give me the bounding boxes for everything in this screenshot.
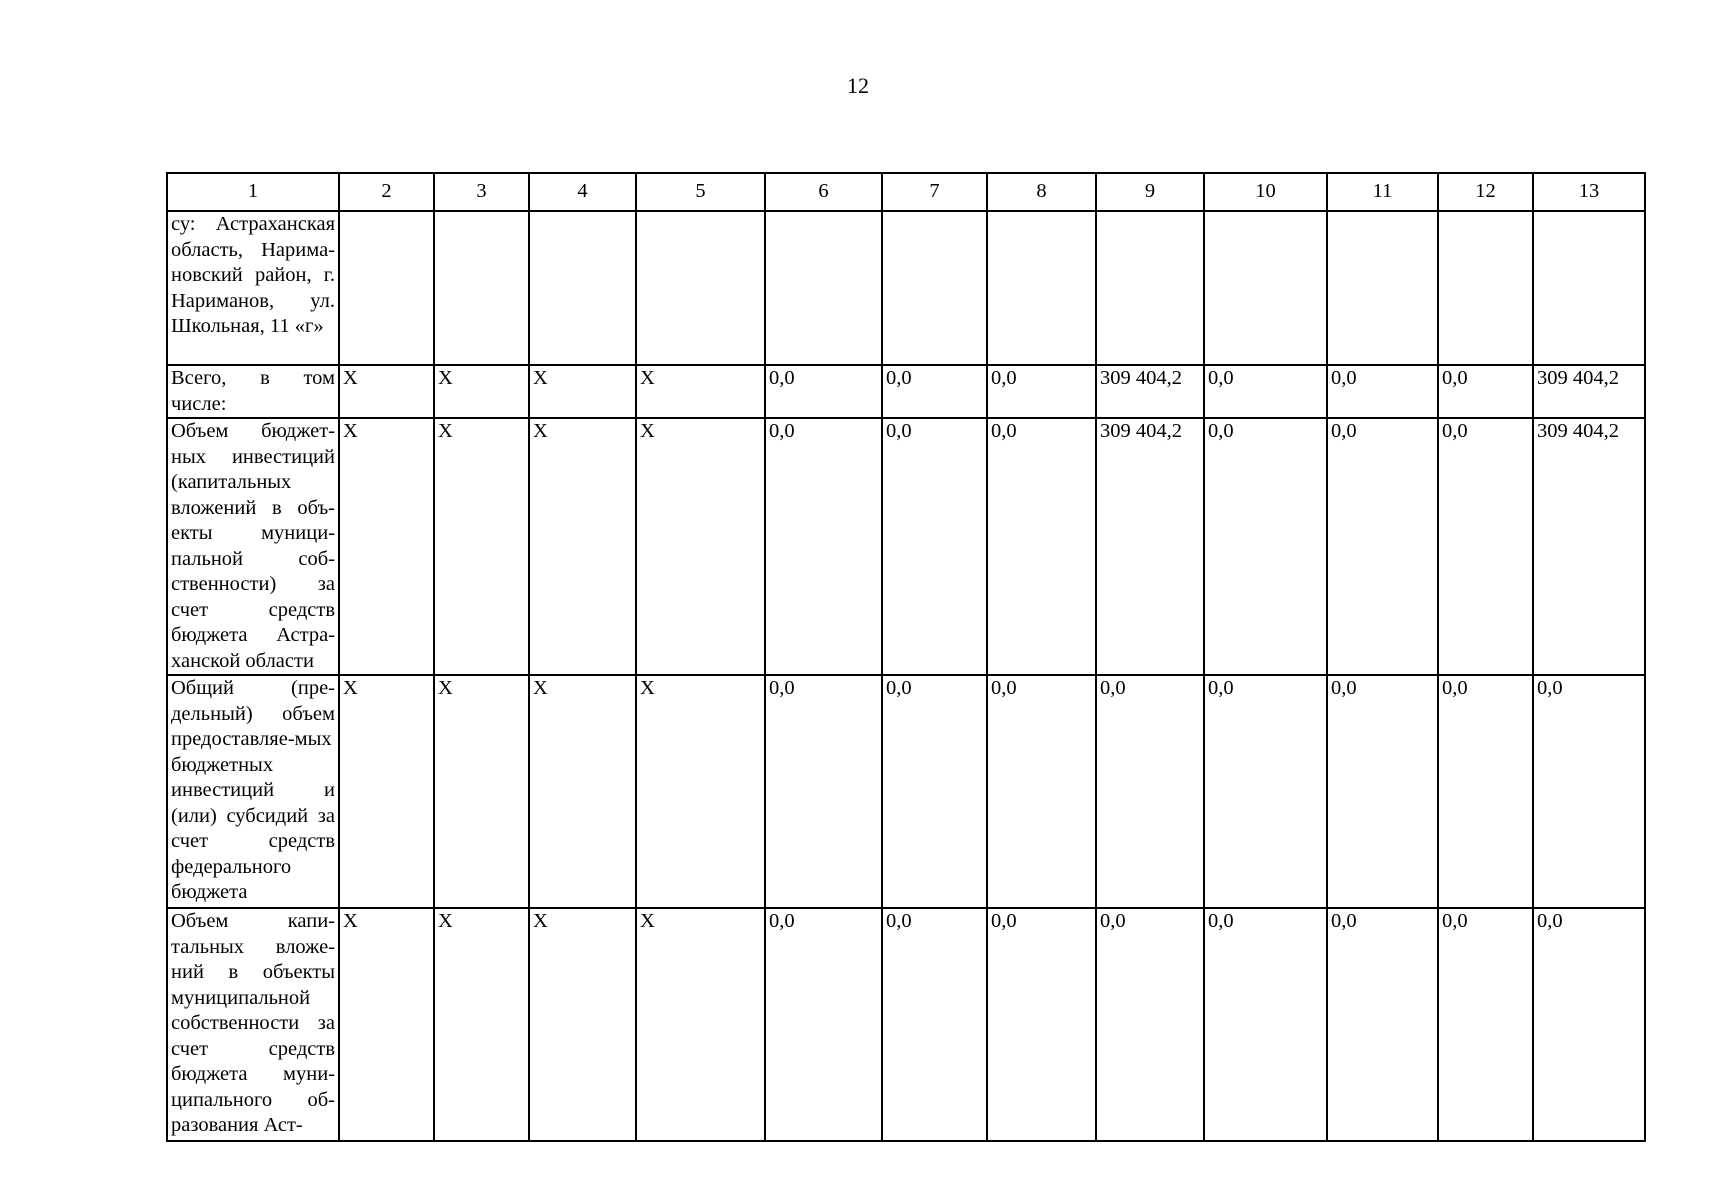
table-cell: X (339, 365, 434, 418)
table-cell: X (636, 908, 765, 1141)
table-cell: X (529, 418, 636, 675)
table-cell: X (339, 418, 434, 675)
table-cell (1096, 211, 1204, 365)
column-header: 9 (1096, 173, 1204, 211)
table-cell: X (636, 418, 765, 675)
column-header: 7 (882, 173, 987, 211)
table-cell: X (434, 908, 529, 1141)
table-header-row (167, 173, 1645, 211)
table-cell: 0,0 (882, 418, 987, 675)
column-header: 6 (765, 173, 882, 211)
column-header: 13 (1533, 173, 1645, 211)
table-row (167, 365, 1645, 418)
column-header: 2 (339, 173, 434, 211)
table-cell: 0,0 (1533, 908, 1645, 1141)
table-cell (765, 211, 882, 365)
row-label-cell: Всего, в том числе: (167, 365, 339, 418)
document-table (166, 172, 1646, 1142)
table-cell: 309 404,2 (1096, 365, 1204, 418)
table-cell: 0,0 (1204, 675, 1327, 908)
column-header: 10 (1204, 173, 1327, 211)
table-cell: 309 404,2 (1533, 365, 1645, 418)
column-header: 3 (434, 173, 529, 211)
table-cell: X (636, 365, 765, 418)
table-cell: X (434, 365, 529, 418)
table-cell: 0,0 (765, 675, 882, 908)
table-cell: 0,0 (882, 365, 987, 418)
row-label-cell: Объем бюджет-ных инвестиций (капитальных вложений в объ-екты муници-пальной соб-ственности) за счет средств бюджета Астра-ханской области (167, 418, 339, 675)
column-header: 12 (1438, 173, 1533, 211)
table-cell: X (434, 675, 529, 908)
row-label-cell: Общий (пре-дельный) объем предоставляе-мых бюджетных инвестиций и (или) субсидий за счет средств федерального бюджета (167, 675, 339, 908)
table-row (167, 908, 1645, 1141)
table-cell: 0,0 (1327, 908, 1438, 1141)
page-number: 12 (847, 73, 869, 98)
table-cell: 0,0 (1204, 418, 1327, 675)
table-cell: 0,0 (987, 675, 1096, 908)
table-cell (1204, 211, 1327, 365)
table-cell (434, 211, 529, 365)
table-cell: X (636, 675, 765, 908)
column-header: 11 (1327, 173, 1438, 211)
table-cell: 0,0 (1438, 365, 1533, 418)
table-row (167, 418, 1645, 675)
table-cell: 0,0 (1096, 675, 1204, 908)
table-cell: 0,0 (1204, 365, 1327, 418)
table-cell: 0,0 (1096, 908, 1204, 1141)
table-row (167, 675, 1645, 908)
table-cell: 0,0 (882, 675, 987, 908)
table-cell: 0,0 (987, 418, 1096, 675)
table-cell: 0,0 (765, 908, 882, 1141)
table-cell: 0,0 (1533, 675, 1645, 908)
table-cell (1327, 211, 1438, 365)
table-cell (1438, 211, 1533, 365)
table-cell (882, 211, 987, 365)
table-cell: X (529, 908, 636, 1141)
table-cell: 0,0 (765, 418, 882, 675)
table-cell (529, 211, 636, 365)
table-cell: 0,0 (765, 365, 882, 418)
table-cell: 0,0 (1438, 675, 1533, 908)
table-cell (339, 211, 434, 365)
table-cell: 0,0 (882, 908, 987, 1141)
column-header: 1 (167, 173, 339, 211)
row-label-cell: Объем капи-тальных вложе-ний в объекты муниципальной собственности за счет средств бюджета муни-ципального об-разования Аст- (167, 908, 339, 1141)
table-cell: 0,0 (1327, 418, 1438, 675)
table-row (167, 211, 1645, 365)
column-header: 8 (987, 173, 1096, 211)
table-cell: X (339, 675, 434, 908)
table-cell: 0,0 (1438, 908, 1533, 1141)
column-header: 5 (636, 173, 765, 211)
table-cell (636, 211, 765, 365)
table-cell: X (339, 908, 434, 1141)
column-header: 4 (529, 173, 636, 211)
table-cell (987, 211, 1096, 365)
table-cell (1533, 211, 1645, 365)
row-label-cell: су: Астраханская область, Нарима-новский район, г. Нариманов, ул. Школьная, 11 «г» (167, 211, 339, 365)
table-cell: 0,0 (987, 365, 1096, 418)
table-cell: 0,0 (1327, 365, 1438, 418)
table-cell: X (529, 365, 636, 418)
table-cell: 309 404,2 (1533, 418, 1645, 675)
table-cell: X (529, 675, 636, 908)
table-cell: 0,0 (987, 908, 1096, 1141)
table-cell: 0,0 (1204, 908, 1327, 1141)
table-cell: 0,0 (1438, 418, 1533, 675)
table-cell: 0,0 (1327, 675, 1438, 908)
table-cell: 309 404,2 (1096, 418, 1204, 675)
table-cell: X (434, 418, 529, 675)
